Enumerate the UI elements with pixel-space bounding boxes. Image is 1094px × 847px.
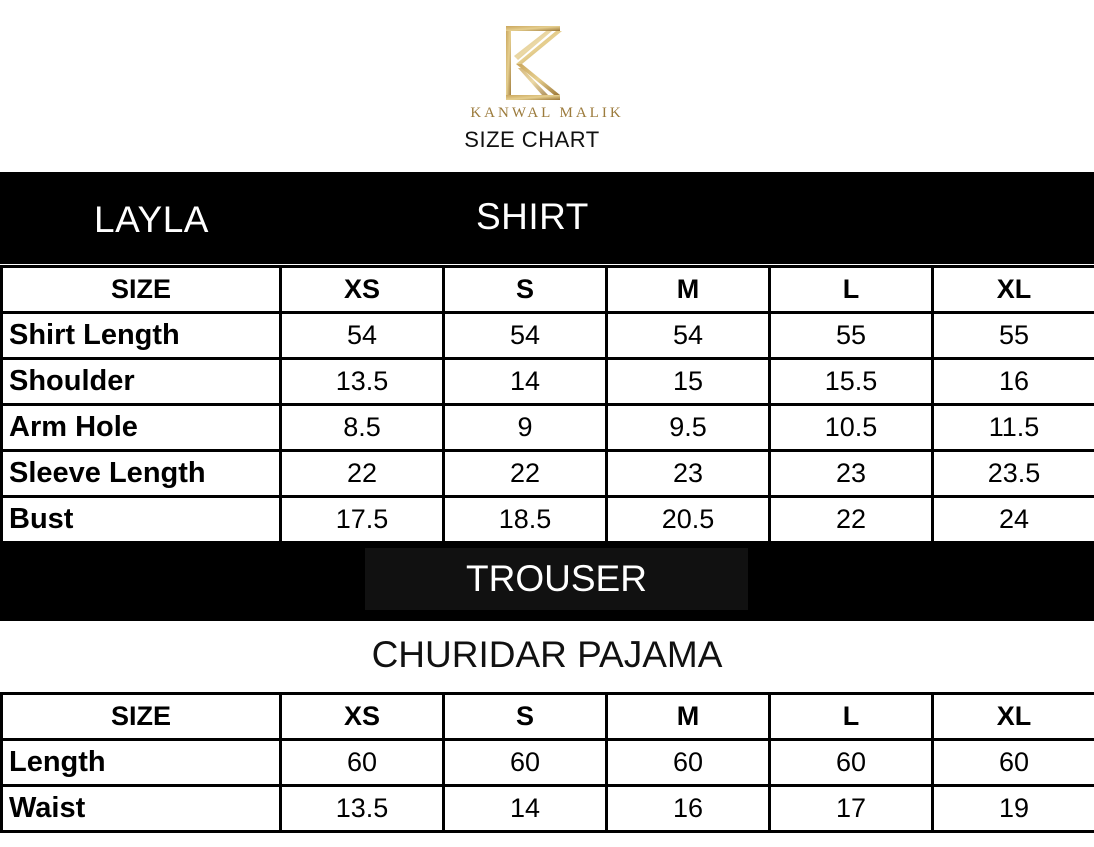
table-row (2, 405, 1094, 451)
table-cell: 60 (281, 740, 444, 786)
table-cell: 22 (444, 451, 607, 497)
product-name: LAYLA (94, 199, 209, 240)
table-row (2, 497, 1094, 543)
table-cell: 15.5 (770, 359, 933, 405)
table-cell: 13.5 (281, 359, 444, 405)
table-cell: 15 (607, 359, 770, 405)
table-cell: 11.5 (933, 405, 1094, 451)
row-label: Bust (2, 497, 281, 543)
size-m-header: M (607, 267, 770, 313)
table-cell: 23 (770, 451, 933, 497)
table-cell: 60 (607, 740, 770, 786)
table-cell: 13.5 (281, 786, 444, 832)
table-cell: 19 (933, 786, 1094, 832)
table-cell: 14 (444, 359, 607, 405)
brand-name: KANWAL MALIK (470, 105, 624, 121)
table-row (2, 313, 1094, 359)
table-cell: 23 (607, 451, 770, 497)
size-xl-header: XL (933, 694, 1094, 740)
row-label: Waist (2, 786, 281, 832)
brand-logo-icon (502, 24, 564, 102)
table-cell: 17 (770, 786, 933, 832)
size-xs-header: XS (281, 694, 444, 740)
table-cell: 60 (444, 740, 607, 786)
table-cell: 55 (770, 313, 933, 359)
table-cell: 9 (444, 405, 607, 451)
trouser-subtitle: CHURIDAR PAJAMA (371, 634, 723, 675)
table-cell: 10.5 (770, 405, 933, 451)
row-label: Shirt Length (2, 313, 281, 359)
size-header-cell: SIZE (2, 267, 281, 313)
table-row (2, 740, 1094, 786)
table-cell: 9.5 (607, 405, 770, 451)
trouser-section-title: TROUSER (466, 558, 647, 599)
row-label: Sleeve Length (2, 451, 281, 497)
page-title: SIZE CHART (464, 127, 600, 152)
trouser-size-table (0, 692, 1094, 833)
size-s-header: S (444, 694, 607, 740)
table-header-row (2, 267, 1094, 313)
table-cell: 22 (281, 451, 444, 497)
table-cell: 17.5 (281, 497, 444, 543)
size-header-cell: SIZE (2, 694, 281, 740)
table-cell: 14 (444, 786, 607, 832)
trouser-title-box (365, 548, 748, 610)
table-header-row (2, 694, 1094, 740)
table-cell: 8.5 (281, 405, 444, 451)
table-cell: 54 (607, 313, 770, 359)
shirt-section-title: SHIRT (476, 196, 589, 237)
table-cell: 18.5 (444, 497, 607, 543)
size-m-header: M (607, 694, 770, 740)
table-cell: 60 (933, 740, 1094, 786)
size-l-header: L (770, 694, 933, 740)
table-cell: 55 (933, 313, 1094, 359)
row-label: Length (2, 740, 281, 786)
table-cell: 16 (607, 786, 770, 832)
shirt-size-table (0, 265, 1094, 544)
row-label: Shoulder (2, 359, 281, 405)
table-cell: 60 (770, 740, 933, 786)
size-s-header: S (444, 267, 607, 313)
size-xs-header: XS (281, 267, 444, 313)
table-cell: 24 (933, 497, 1094, 543)
table-cell: 54 (281, 313, 444, 359)
row-label: Arm Hole (2, 405, 281, 451)
table-cell: 22 (770, 497, 933, 543)
size-xl-header: XL (933, 267, 1094, 313)
table-row (2, 451, 1094, 497)
table-row (2, 359, 1094, 405)
brand-header (0, 0, 1094, 172)
table-cell: 23.5 (933, 451, 1094, 497)
table-cell: 54 (444, 313, 607, 359)
size-l-header: L (770, 267, 933, 313)
table-row (2, 786, 1094, 832)
table-cell: 20.5 (607, 497, 770, 543)
table-cell: 16 (933, 359, 1094, 405)
